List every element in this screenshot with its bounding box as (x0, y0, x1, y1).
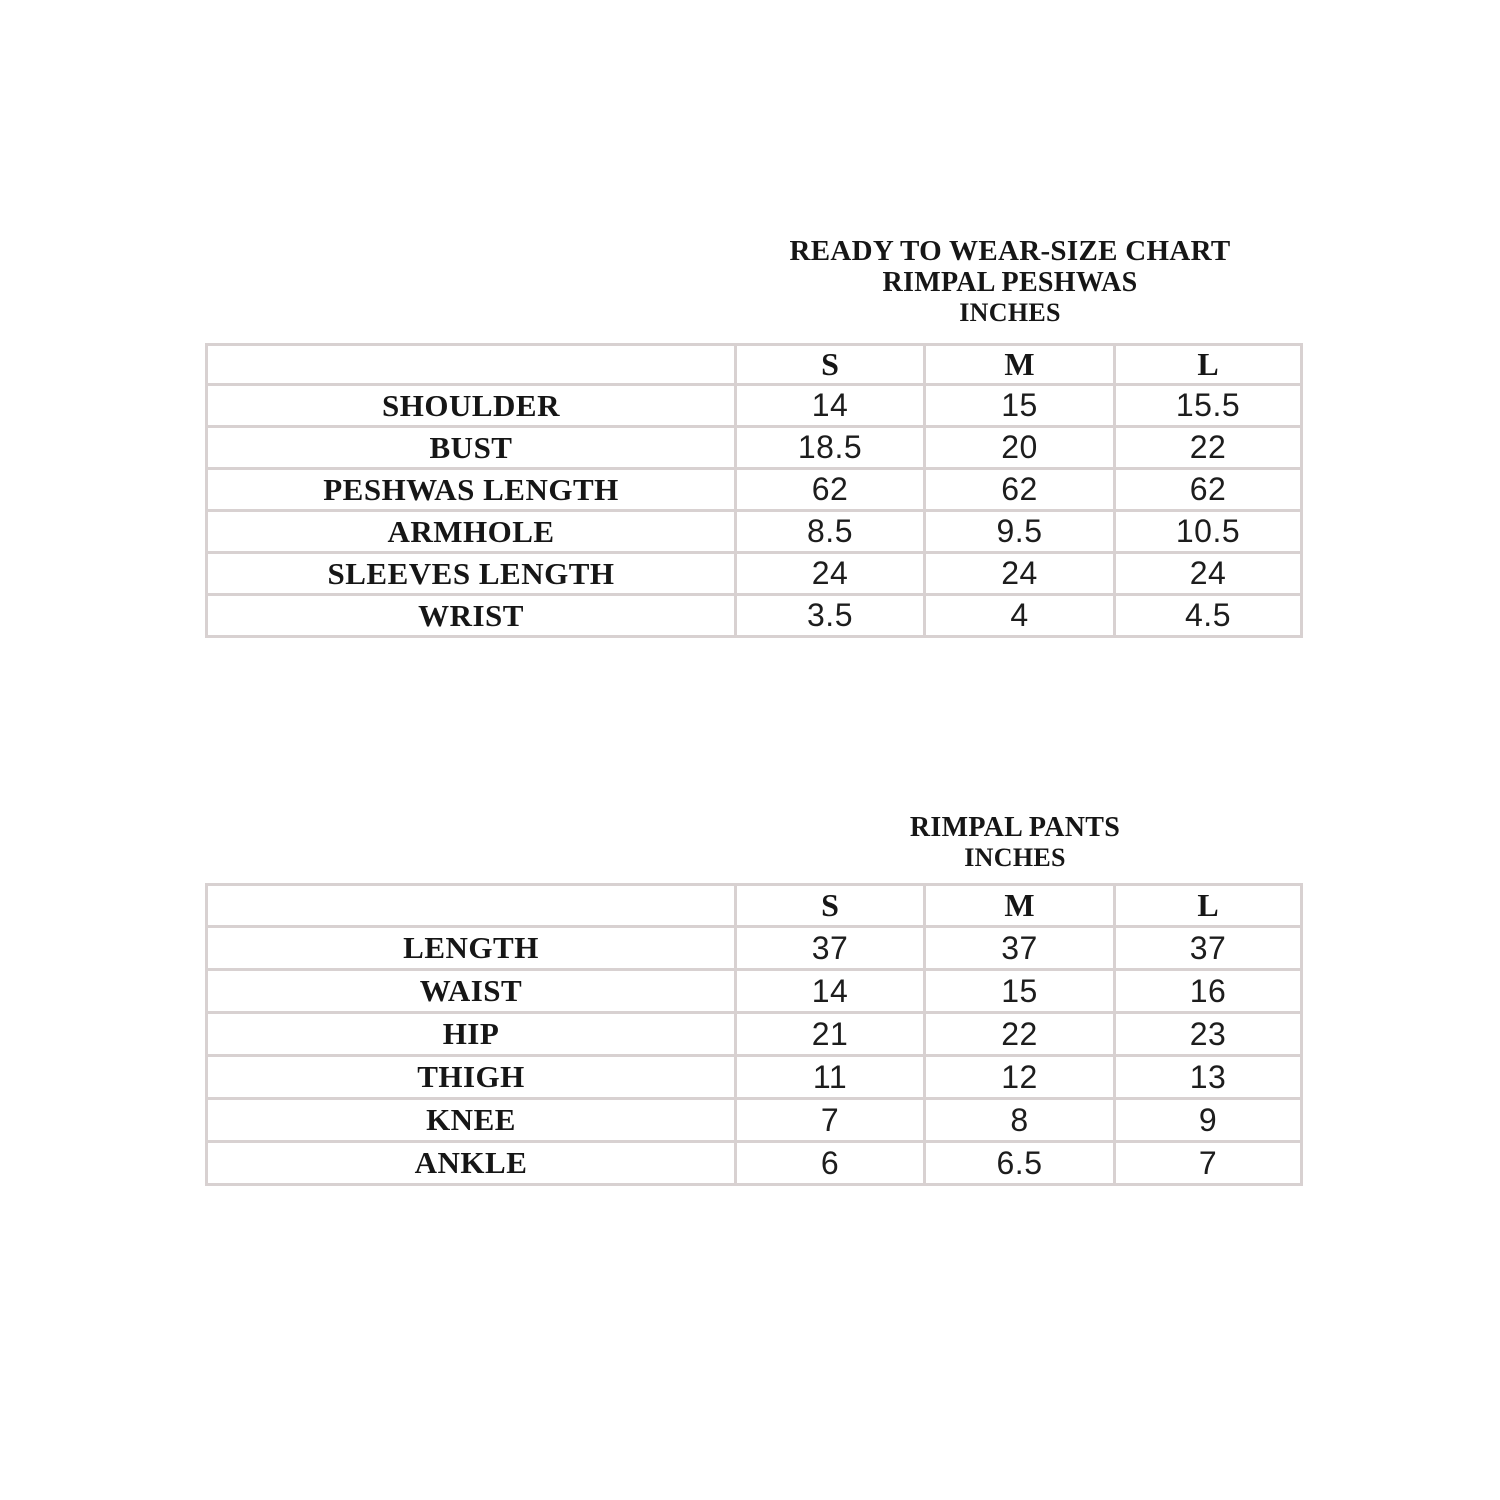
measurement-label: ANKLE (207, 1142, 736, 1185)
table-row (207, 511, 1302, 553)
peshwas-size-table (205, 343, 1303, 638)
table-row (207, 427, 1302, 469)
measurement-value: 7 (1115, 1142, 1302, 1185)
measurement-label: WAIST (207, 970, 736, 1013)
table-row (207, 385, 1302, 427)
measurement-label: WRIST (207, 595, 736, 637)
measurement-value: 24 (736, 553, 925, 595)
measurement-value: 62 (925, 469, 1115, 511)
measurement-label: SHOULDER (207, 385, 736, 427)
measurement-value: 15 (925, 970, 1115, 1013)
measurement-value: 4.5 (1115, 595, 1302, 637)
measurement-value: 12 (925, 1056, 1115, 1099)
measurement-label: PESHWAS LENGTH (207, 469, 736, 511)
pants-table-body (207, 927, 1302, 1185)
peshwas-table-head (207, 345, 1302, 385)
measurement-label: KNEE (207, 1099, 736, 1142)
peshwas-table-body (207, 385, 1302, 637)
measurement-value: 20 (925, 427, 1115, 469)
size-column-m: M (925, 345, 1115, 385)
size-column-l: L (1115, 345, 1302, 385)
measurement-label: THIGH (207, 1056, 736, 1099)
corner-cell (207, 885, 736, 927)
measurement-value: 62 (1115, 469, 1302, 511)
table-row (207, 1056, 1302, 1099)
measurement-value: 6 (736, 1142, 925, 1185)
pants-size-table (205, 883, 1303, 1186)
measurement-value: 22 (1115, 427, 1302, 469)
chart-title: READY TO WEAR-SIZE CHART (789, 235, 1231, 267)
chart-unit-label: INCHES (959, 298, 1061, 327)
measurement-value: 15 (925, 385, 1115, 427)
measurement-value: 62 (736, 469, 925, 511)
table-row (207, 970, 1302, 1013)
measurement-value: 24 (925, 553, 1115, 595)
measurement-value: 15.5 (1115, 385, 1302, 427)
size-header-row (207, 345, 1302, 385)
table-row (207, 927, 1302, 970)
measurement-value: 18.5 (736, 427, 925, 469)
measurement-value: 24 (1115, 553, 1302, 595)
chart-unit-label: INCHES (964, 843, 1066, 872)
measurement-value: 3.5 (736, 595, 925, 637)
size-header-row (207, 885, 1302, 927)
measurement-value: 14 (736, 385, 925, 427)
table-row (207, 595, 1302, 637)
measurement-value: 37 (1115, 927, 1302, 970)
measurement-value: 14 (736, 970, 925, 1013)
peshwas-chart-title-block (710, 236, 1310, 328)
pants-table-head (207, 885, 1302, 927)
measurement-value: 8.5 (736, 511, 925, 553)
measurement-value: 21 (736, 1013, 925, 1056)
size-column-m: M (925, 885, 1115, 927)
measurement-value: 9.5 (925, 511, 1115, 553)
table-row (207, 1142, 1302, 1185)
table-row (207, 553, 1302, 595)
measurement-value: 7 (736, 1099, 925, 1142)
measurement-value: 16 (1115, 970, 1302, 1013)
size-column-s: S (736, 345, 925, 385)
measurement-value: 11 (736, 1056, 925, 1099)
table-row (207, 1099, 1302, 1142)
measurement-label: ARMHOLE (207, 511, 736, 553)
measurement-value: 23 (1115, 1013, 1302, 1056)
size-column-s: S (736, 885, 925, 927)
table-row (207, 469, 1302, 511)
measurement-value: 6.5 (925, 1142, 1115, 1185)
measurement-value: 10.5 (1115, 511, 1302, 553)
measurement-label: BUST (207, 427, 736, 469)
measurement-value: 22 (925, 1013, 1115, 1056)
measurement-value: 37 (925, 927, 1115, 970)
chart-subtitle: RIMPAL PESHWAS (882, 267, 1138, 298)
measurement-value: 8 (925, 1099, 1115, 1142)
measurement-value: 9 (1115, 1099, 1302, 1142)
size-column-l: L (1115, 885, 1302, 927)
measurement-value: 37 (736, 927, 925, 970)
chart-title: RIMPAL PANTS (909, 812, 1121, 843)
corner-cell (207, 345, 736, 385)
measurement-value: 4 (925, 595, 1115, 637)
measurement-label: LENGTH (207, 927, 736, 970)
measurement-label: HIP (207, 1013, 736, 1056)
pants-chart-title-block (720, 812, 1310, 873)
table-row (207, 1013, 1302, 1056)
measurement-value: 13 (1115, 1056, 1302, 1099)
measurement-label: SLEEVES LENGTH (207, 553, 736, 595)
